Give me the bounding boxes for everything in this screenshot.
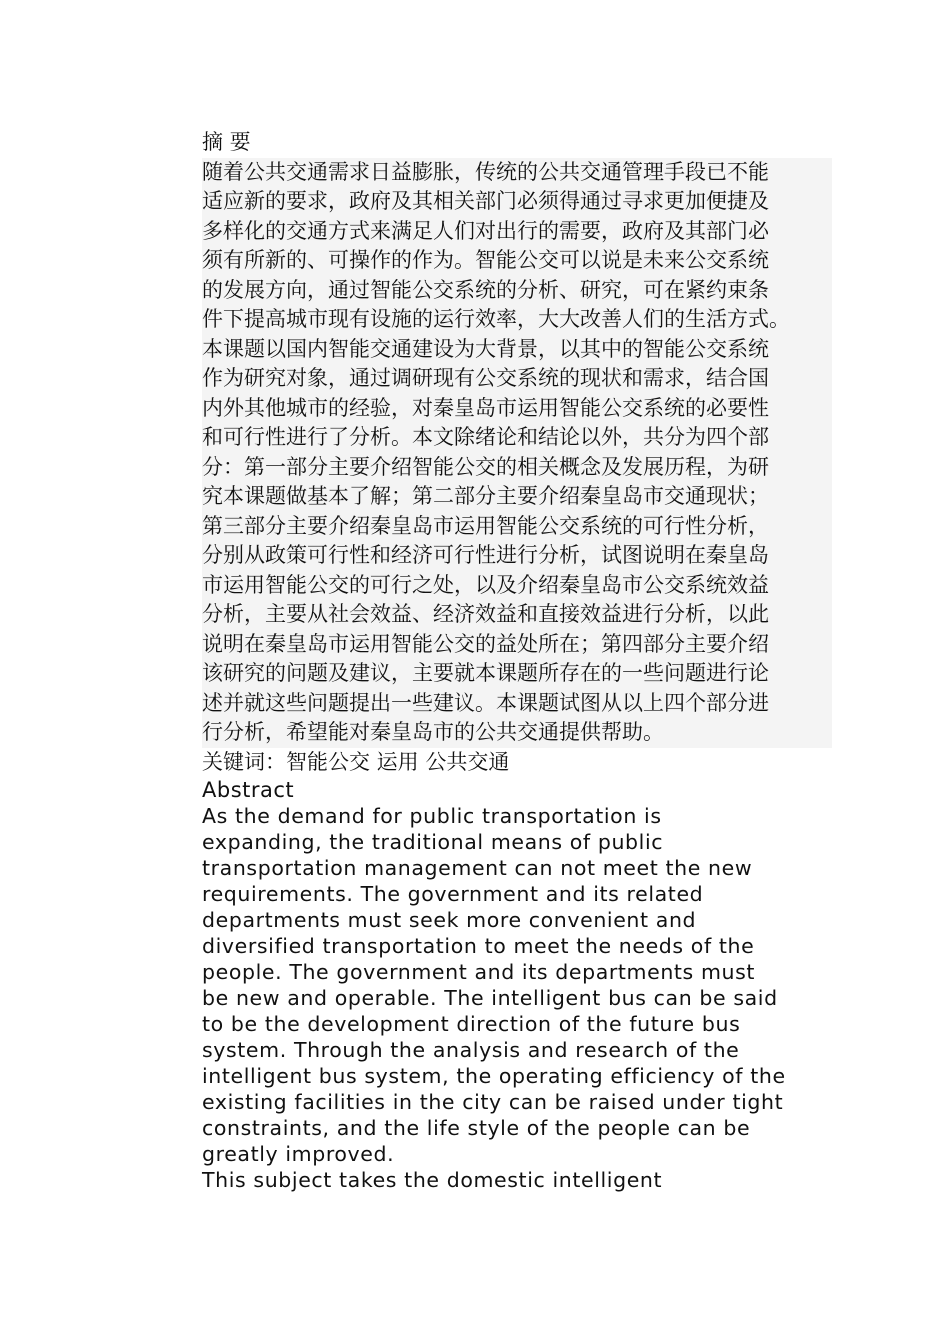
body-line: 究本课题做基本了解；第二部分主要介绍秦皇岛市交通现状； [202, 482, 832, 512]
body-line: 随着公共交通需求日益膨胀，传统的公共交通管理手段已不能 [202, 158, 832, 188]
body-line: 述并就这些问题提出一些建议。本课题试图从以上四个部分进 [202, 689, 832, 719]
body-line: 多样化的交通方式来满足人们对出行的需要，政府及其部门必 [202, 217, 832, 247]
chinese-abstract-body [202, 158, 832, 778]
body-line: This subject takes the domestic intelligent [202, 1168, 663, 1192]
chinese-abstract-title [202, 128, 832, 158]
body-line: 行分析，希望能对秦皇岛市的公共交通提供帮助。 [202, 718, 832, 748]
body-line: 市运用智能公交的可行之处，以及介绍秦皇岛市公交系统效益 [202, 571, 832, 601]
english-abstract-title [202, 777, 832, 803]
document-page [202, 128, 832, 1193]
heading-text: Abstract [202, 778, 295, 802]
body-line: 作为研究对象，通过调研现有公交系统的现状和需求，结合国 [202, 364, 832, 394]
body-line: system. Through the analysis and research of the [202, 1038, 740, 1062]
body-line: 该研究的问题及建议，主要就本课题所存在的一些问题进行论 [202, 659, 832, 689]
body-line: 本课题以国内智能交通建设为大背景，以其中的智能公交系统 [202, 335, 832, 365]
keywords-line: 关键词：智能公交 运用 公共交通 [202, 749, 510, 774]
heading-text: 摘 要 [202, 130, 251, 154]
body-line: greatly improved. [202, 1142, 395, 1166]
body-line: 分别从政策可行性和经济可行性进行分析，试图说明在秦皇岛 [202, 541, 832, 571]
english-abstract-body [202, 803, 832, 1193]
body-line: be new and operable. The intelligent bus can be said [202, 986, 778, 1010]
body-line: intelligent bus system, the operating efficiency of the [202, 1064, 786, 1088]
body-line: people. The government and its departments must [202, 960, 756, 984]
body-line: 内外其他城市的经验，对秦皇岛市运用智能公交系统的必要性 [202, 394, 832, 424]
body-line: 须有所新的、可操作的作为。智能公交可以说是未来公交系统 [202, 246, 832, 276]
body-line: 适应新的要求，政府及其相关部门必须得通过寻求更加便捷及 [202, 187, 832, 217]
body-line: 说明在秦皇岛市运用智能公交的益处所在；第四部分主要介绍 [202, 630, 832, 660]
body-line: existing facilities in the city can be raised under tight [202, 1090, 784, 1114]
body-line: 分析，主要从社会效益、经济效益和直接效益进行分析，以此 [202, 600, 832, 630]
body-line: 分：第一部分主要介绍智能公交的相关概念及发展历程，为研 [202, 453, 832, 483]
body-line: constraints, and the life style of the people can be [202, 1116, 751, 1140]
body-line: 第三部分主要介绍秦皇岛市运用智能公交系统的可行性分析， [202, 512, 832, 542]
body-line: departments must seek more convenient and [202, 908, 697, 932]
body-line: to be the development direction of the future bus [202, 1012, 741, 1036]
body-line: 和可行性进行了分析。本文除绪论和结论以外，共分为四个部 [202, 423, 832, 453]
body-line: diversified transportation to meet the needs of the [202, 934, 755, 958]
body-line: transportation management can not meet the new [202, 856, 753, 880]
body-line: As the demand for public transportation is [202, 804, 662, 828]
body-line: 的发展方向，通过智能公交系统的分析、研究，可在紧约束条 [202, 276, 832, 306]
body-line: expanding, the traditional means of public [202, 830, 664, 854]
body-line: requirements. The government and its related [202, 882, 704, 906]
body-line: 件下提高城市现有设施的运行效率，大大改善人们的生活方式。 [202, 305, 832, 335]
